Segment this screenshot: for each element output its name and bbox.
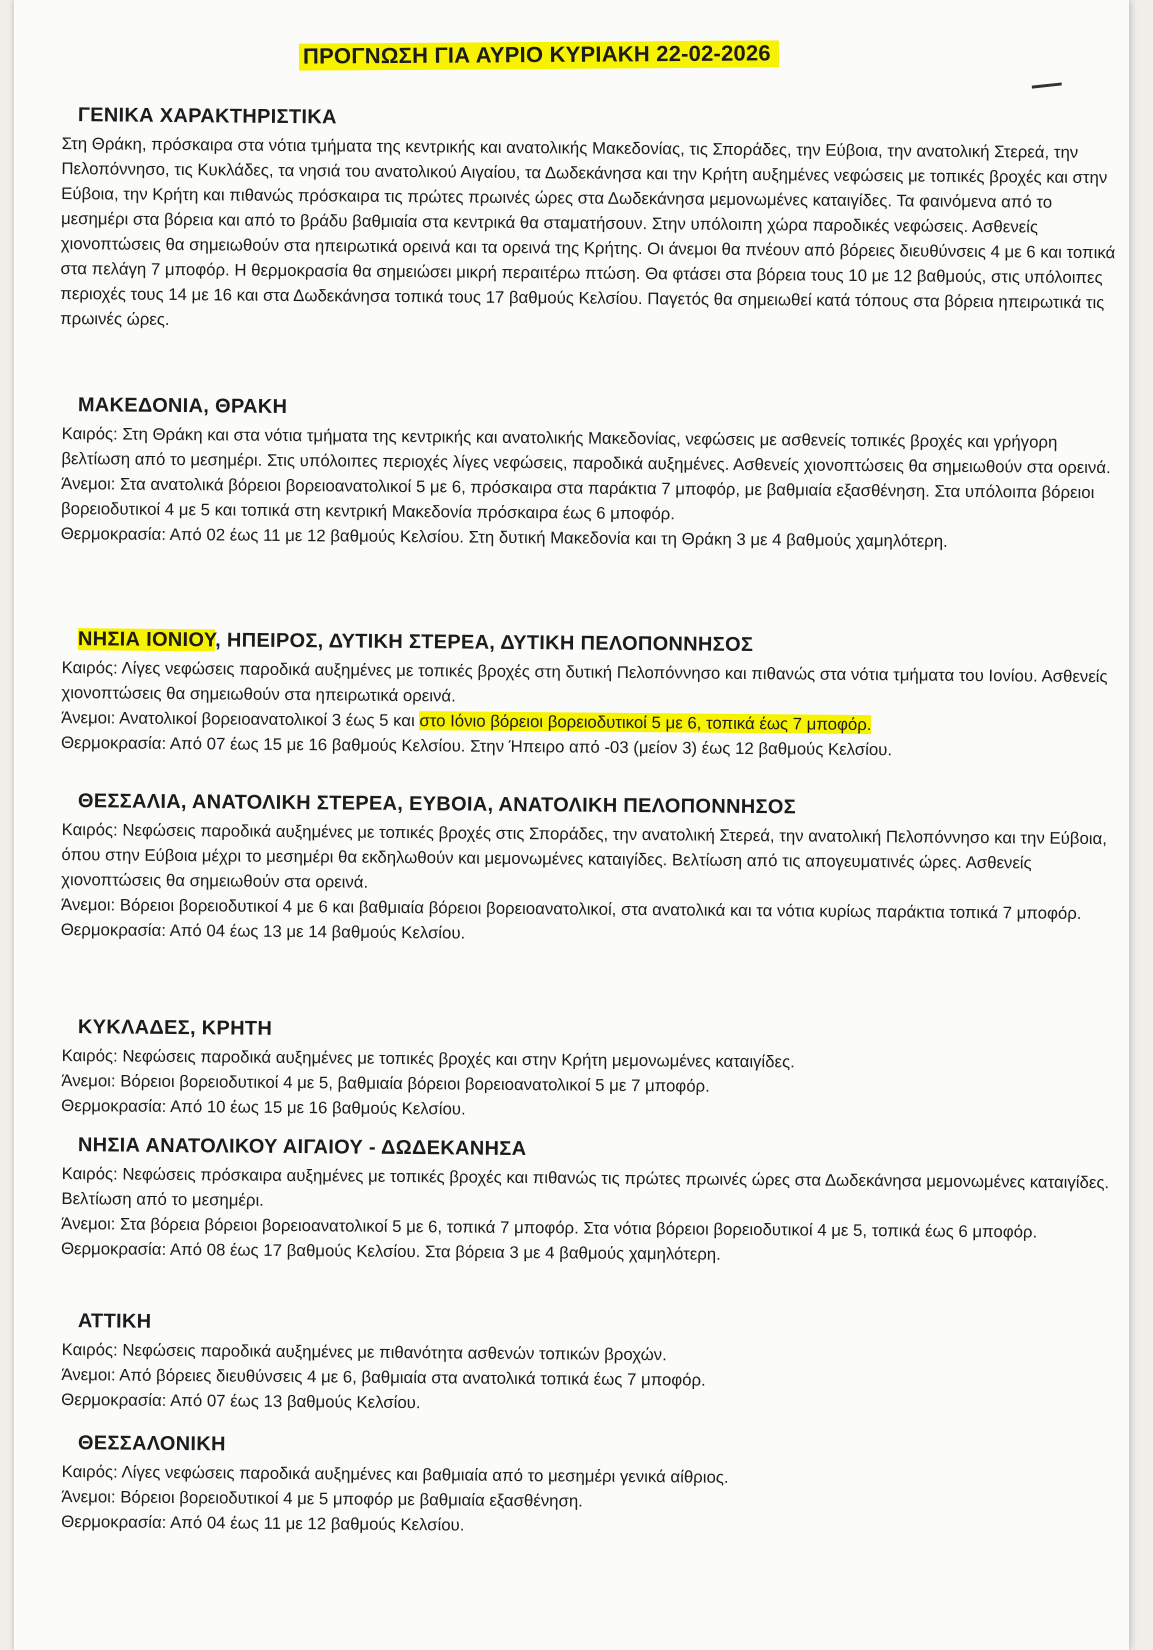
temperature-text: Θερμοκρασία: Από 08 έως 17 βαθμούς Κελσίου. Στα βόρεια 3 με 4 βαθμούς χαμηλότερη. — [60, 1238, 721, 1264]
section-text: Στη Θράκη, πρόσκαιρα στα νότια τμήματα της κεντρικής και ανατολικής Μακεδονίας, τις Σποράδες, την Εύβοια, την ανατολική Στερεά, την Πελοπόννησο, τις Κυκλάδες, τα νησιά του ανατολικού Αιγαίου, τα Δωδεκάνησα και την Κρήτη αυξημένες νεφώσεις με τοπικές βροχές και στην Εύβοια, την Κρήτη και πιθανώς πρόσκαιρα τις πρώτες πρωινές ώρες στα Δωδεκάνησα μεμονωμένες καταιγίδες. Τα φαινόμενα από το μεσημέρι στα βόρεια και από το βράδυ βαθμιαία στα κεντρικά θα σταματήσουν. Στην υπόλοιπη χώρα παροδικές νεφώσεις. Ασθενείς χιονοπτώσεις θα σημειωθούν στα ηπειρωτικά ορεινά και τα ορεινά της Κρήτης. Οι άνεμοι θα πνέουν από βόρειες διευθύνσεις 4 με 6 και τοπικά στα πελάγη 7 μποφόρ. Η θερμοκρασία θα σημειώσει μικρή περαιτέρω πτώση. Θα φτάσει στα βόρεια τους 10 με 12 βαθμούς, στις υπόλοιπες περιοχές τους 14 με 16 και στα Δωδεκάνησα τοπικά τους 17 βαθμούς Κελσίου. Παγετός θα σημειωθεί κατά τόπους στα βόρεια ηπειρωτικά τις πρωινές ώρες. — [60, 133, 1116, 329]
pen-mark — [1032, 82, 1063, 92]
temperature-text: Θερμοκρασία: Από 10 έως 15 με 16 βαθμούς Κελσίου. — [61, 1095, 466, 1119]
section-general — [60, 104, 1117, 340]
section-attica — [61, 1310, 1117, 1421]
weather-text: Καιρός: Στη Θράκη και στα νότια τμήματα της κεντρικής και ανατολικής Μακεδονίας, νεφώσεις με ασθενείς τοπικές βροχές και γρήγορη βελτίωση από το μεσημέρι. Στις υπόλοιπες περιοχές λίγες νεφώσεις, παροδικά αυξημένες. Ασθενείς χιονοπτώσεις θα σημειωθούν στα ορεινά. — [61, 423, 1111, 478]
section-heading: ΚΥΚΛΑΔΕΣ, ΚΡΗΤΗ — [77, 1016, 273, 1040]
temperature-text: Θερμοκρασία: Από 07 έως 13 βαθμούς Κελσίου. — [61, 1389, 421, 1413]
section-heading: ΓΕΝΙΚΑ ΧΑΡΑΚΤΗΡΙΣΤΙΚΑ — [77, 104, 337, 129]
temperature-text: Θερμοκρασία: Από 04 έως 11 με 12 βαθμούς Κελσίου. — [61, 1511, 465, 1535]
section-heading: ΜΑΚΕΔΟΝΙΑ, ΘΡΑΚΗ — [77, 394, 288, 418]
winds-highlight: στο Ιόνιο βόρειοι βορειοδυτικοί 5 με 6, τοπικά έως 7 μποφόρ. — [419, 711, 872, 735]
section-heading — [78, 628, 1117, 660]
page-title: ΠΡΟΓΝΩΣΗ ΓΙΑ ΑΥΡΙΟ ΚΥΡΙΑΚΗ 22-02-2026 — [299, 40, 779, 70]
section-heading: ΘΕΣΣΑΛΙΑ, ΑΝΑΤΟΛΙΚΗ ΣΤΕΡΕΑ, ΕΥΒΟΙΑ, ΑΝΑΤΟΛΙΚΗ ΠΕΛΟΠΟΝΝΗΣΟΣ — [77, 790, 797, 819]
temperature-text: Θερμοκρασία: Από 07 έως 15 με 16 βαθμούς Κελσίου. Στην Ήπειρο από -03 (μείον 3) έως 12 βαθμούς Κελσίου. — [60, 732, 893, 760]
weather-text: Καιρός: Λίγες νεφώσεις παροδικά αυξημένες με τοπικές βροχές στη δυτική Πελοπόννησο και πιθανώς στα νότια τμήματα του Ιονίου. Ασθενείς χιονοπτώσεις θα σημειωθούν στα ηπειρωτικά ορεινά. — [61, 657, 1108, 706]
heading-rest: , ΗΠΕΙΡΟΣ, ΔΥΤΙΚΗ ΣΤΕΡΕΑ, ΔΥΤΙΚΗ ΠΕΛΟΠΟΝΝΗΣΟΣ — [215, 629, 754, 657]
weather-text: Καιρός: Νεφώσεις παροδικά αυξημένες με τοπικές βροχές και στην Κρήτη μεμονωμένες καταιγίδες. — [61, 1045, 795, 1072]
winds-text: Άνεμοι: Βόρειοι βορειοδυτικοί 4 με 6 και βαθμιαία βόρειοι βορειοανατολικοί, στα ανατολικά και τα νότια κυρίως παράκτια τοπικά 7 μποφόρ. — [60, 894, 1082, 923]
weather-text: Καιρός: Νεφώσεις πρόσκαιρα αυξημένες με τοπικές βροχές και πιθανώς τις πρώτες πρωινές ώρες στα Δωδεκάνησα μεμονωμένες καταιγίδες. Βελτίωση από το μεσημέρι. — [61, 1163, 1110, 1210]
weather-text: Καιρός: Νεφώσεις παροδικά αυξημένες με πιθανότητα ασθενών τοπικών βροχών. — [61, 1339, 667, 1365]
winds-text-start: Άνεμοι: Ανατολικοί βορειοανατολικοί 3 έως 5 και — [61, 707, 420, 731]
temperature-text: Θερμοκρασία: Από 02 έως 11 με 12 βαθμούς Κελσίου. Στη δυτική Μακεδονία και τη Θράκη 3 με 4 βαθμούς χαμηλότερη. — [60, 523, 948, 551]
section-heading: ΝΗΣΙΑ ΑΝΑΤΟΛΙΚΟΥ ΑΙΓΑΙΟΥ - ΔΩΔΕΚΑΝΗΣΑ — [77, 1134, 527, 1161]
heading-highlight: ΝΗΣΙΑ ΙΟΝΙΟΥ — [77, 628, 216, 652]
section-heading: ΘΕΣΣΑΛΟΝΙΚΗ — [77, 1432, 226, 1456]
weather-text: Καιρός: Νεφώσεις παροδικά αυξημένες με τοπικές βροχές στις Σποράδες, την ανατολική Στερεά, την ανατολική Πελοπόννησο και την Εύβοια, όπου στην Εύβοια μέχρι το μεσημέρι θα εκδηλωθούν και μεμονωμένες καταιγίδες. Βελτίωση από τις απογευματινές ώρες. Ασθενείς χιονοπτώσεις θα σημειωθούν στα ορεινά. — [61, 819, 1108, 892]
section-ionian-epirus — [61, 628, 1117, 764]
section-cyclades-crete — [61, 1016, 1117, 1127]
section-thessaloniki — [61, 1432, 1117, 1543]
weather-text: Καιρός: Λίγες νεφώσεις παροδικά αυξημένες και βαθμιαία από το μεσημέρι γενικά αίθριος. — [61, 1461, 729, 1487]
temperature-text: Θερμοκρασία: Από 04 έως 13 με 14 βαθμούς Κελσίου. — [60, 919, 466, 943]
document-page — [14, 0, 1129, 1650]
section-aegean-dodecanese — [61, 1134, 1117, 1270]
winds-text: Άνεμοι: Από βόρειες διευθύνσεις 4 με 6, βαθμιαία στα ανατολικά τοπικά έως 7 μποφόρ. — [61, 1364, 706, 1390]
section-heading: ΑΤΤΙΚΗ — [77, 1310, 152, 1333]
winds-text: Άνεμοι: Βόρειοι βορειοδυτικοί 4 με 5, βαθμιαία βόρειοι βορειοανατολικοί 5 με 7 μποφόρ. — [61, 1070, 710, 1096]
section-thessaly-east — [61, 790, 1117, 951]
winds-text: Άνεμοι: Βόρειοι βορειοδυτικοί 4 με 5 μποφόρ με βαθμιαία εξασθένηση. — [61, 1486, 583, 1511]
section-macedonia-thrace — [61, 394, 1117, 555]
winds-text: Άνεμοι: Στα ανατολικά βόρειοι βορειοανατολικοί 5 με 6, πρόσκαιρα στα παράκτια 7 μποφόρ, με βαθμιαία εξασθένηση. Στα υπόλοιπα βόρειοι βορειοδυτικοί 4 με 5 και τοπικά στη κεντρική Μακεδονία πρόσκαιρα έως 6 μποφόρ. — [60, 473, 1095, 524]
winds-text: Άνεμοι: Στα βόρεια βόρειοι βορειοανατολικοί 5 με 6, τοπικά 7 μποφόρ. Στα νότια βόρειοι βορειοδυτικοί 4 με 5, τοπικά έως 6 μποφόρ. — [61, 1213, 1038, 1242]
